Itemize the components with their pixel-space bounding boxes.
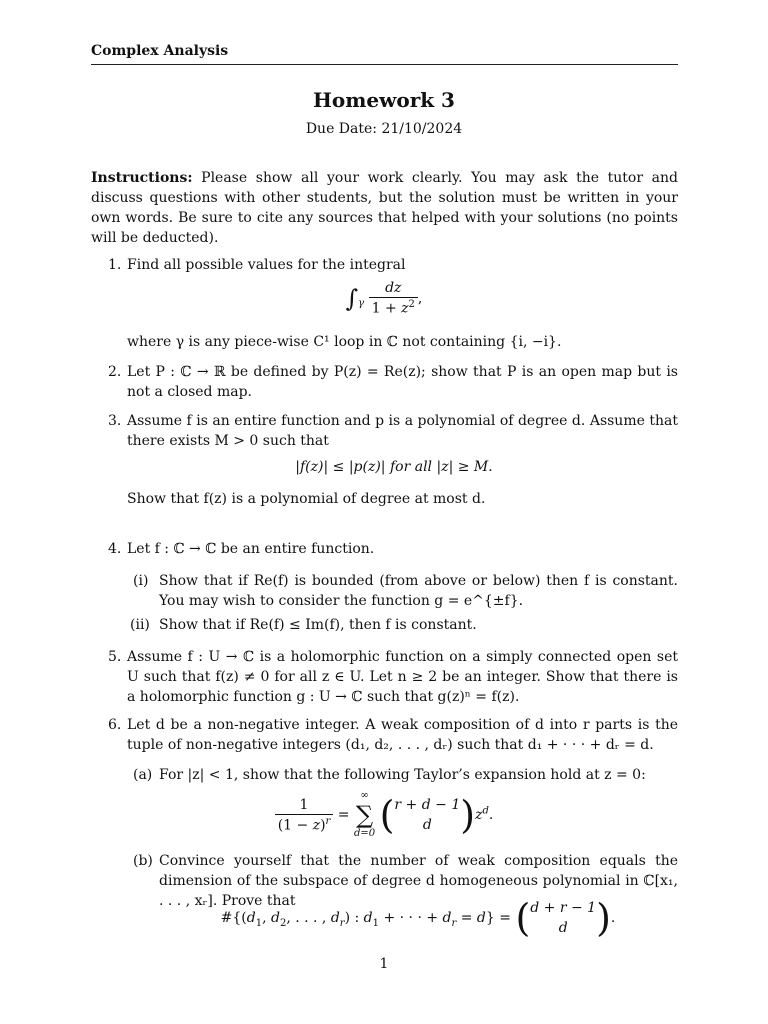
part-label: (ii) [130,617,150,633]
part-label: (a) [133,767,153,783]
part-label: (b) [133,853,153,869]
problem-text: Let P : ℂ → ℝ be defined by P(z) = Re(z); show that P is an open map but is not a closed map. [127,364,678,400]
instructions [91,168,678,248]
problem-number: 6. [108,717,122,733]
page-title: Homework 3 [313,88,455,112]
part-text: Show that if Re(f) ≤ Im(f), then f is constant. [159,617,477,633]
problem-number: 2. [108,364,122,380]
weak-composition-count-formula: $\#\{(d_1$, $d_2$, . . . , $d_r$) : $d_1$ + · · · + $d_r = d$} = ( d + r − 1 d ). [220,896,616,940]
problem-text: Let d be a non-negative integer. A weak composition of d into r parts is the tuple of non-negative integers (d₁, d₂, . . . , dᵣ) such that d₁ + · · · + dᵣ = d. [127,717,678,753]
problem-text: Assume f : U → ℂ is a holomorphic function on a simply connected open set U such that f(z) ≠ 0 for all z ∈ U. Let n ≥ 2 be an integer. Show that there is a holomorphic function g : U → ℂ such that g(z)ⁿ = f(z). [127,649,678,705]
problem-3-after: Show that f(z) is a polynomial of degree at most d. [127,491,486,507]
due-date: Due Date: 21/10/2024 [305,121,463,137]
header-rule [91,64,678,65]
problem-1-after: where γ is any piece-wise C¹ loop in ℂ not containing {i, −i}. [127,334,562,350]
problem-number: 1. [108,257,122,273]
part-text: Show that if Re(f) is bounded (from above or below) then f is constant. You may wish to consider the function g = e^{±f}. [159,573,678,609]
problem-text: Assume f is an entire function and p is a polynomial of degree d. Assume that there exists M > 0 such that [127,413,678,449]
problem-number: 4. [108,541,122,557]
part-label: (i) [133,573,149,589]
course-header: Complex Analysis [91,43,229,59]
instructions-text: Please show all your work clearly. You may ask the tutor and discuss questions with other students, but the solution must be written in your own words. Be sure to cite any sources that helped with your solutions (no points will be deducted). [91,170,678,246]
problem-number: 3. [108,413,122,429]
integral-formula: $\int_\gamma$ $\frac{dz}{1 + z^2}$ , [345,280,423,317]
problem-text: Let f : ℂ → ℂ be an entire function. [127,541,375,557]
part-text: Convince yourself that the number of weak composition equals the dimension of the subspace of degree d homogeneous polynomial in ℂ[x₁, . . . , xᵣ]. Prove that [159,853,678,909]
part-text: For |z| < 1, show that the following Taylor’s expansion hold at z = 0: [159,767,646,783]
page-number: 1 [379,956,389,972]
instructions-label: Instructions: [91,170,193,186]
problem-text: Find all possible values for the integral [127,257,406,273]
problem-number: 5. [108,649,122,665]
inequality-display: |f(z)| ≤ |p(z)| for all |z| ≥ M. [295,459,493,475]
taylor-expansion-formula: $\frac{1}{(1 - z)^r}$ = ∞ ∑ d=0 ( r + d − 1 d )$z^d$. [0,790,768,840]
